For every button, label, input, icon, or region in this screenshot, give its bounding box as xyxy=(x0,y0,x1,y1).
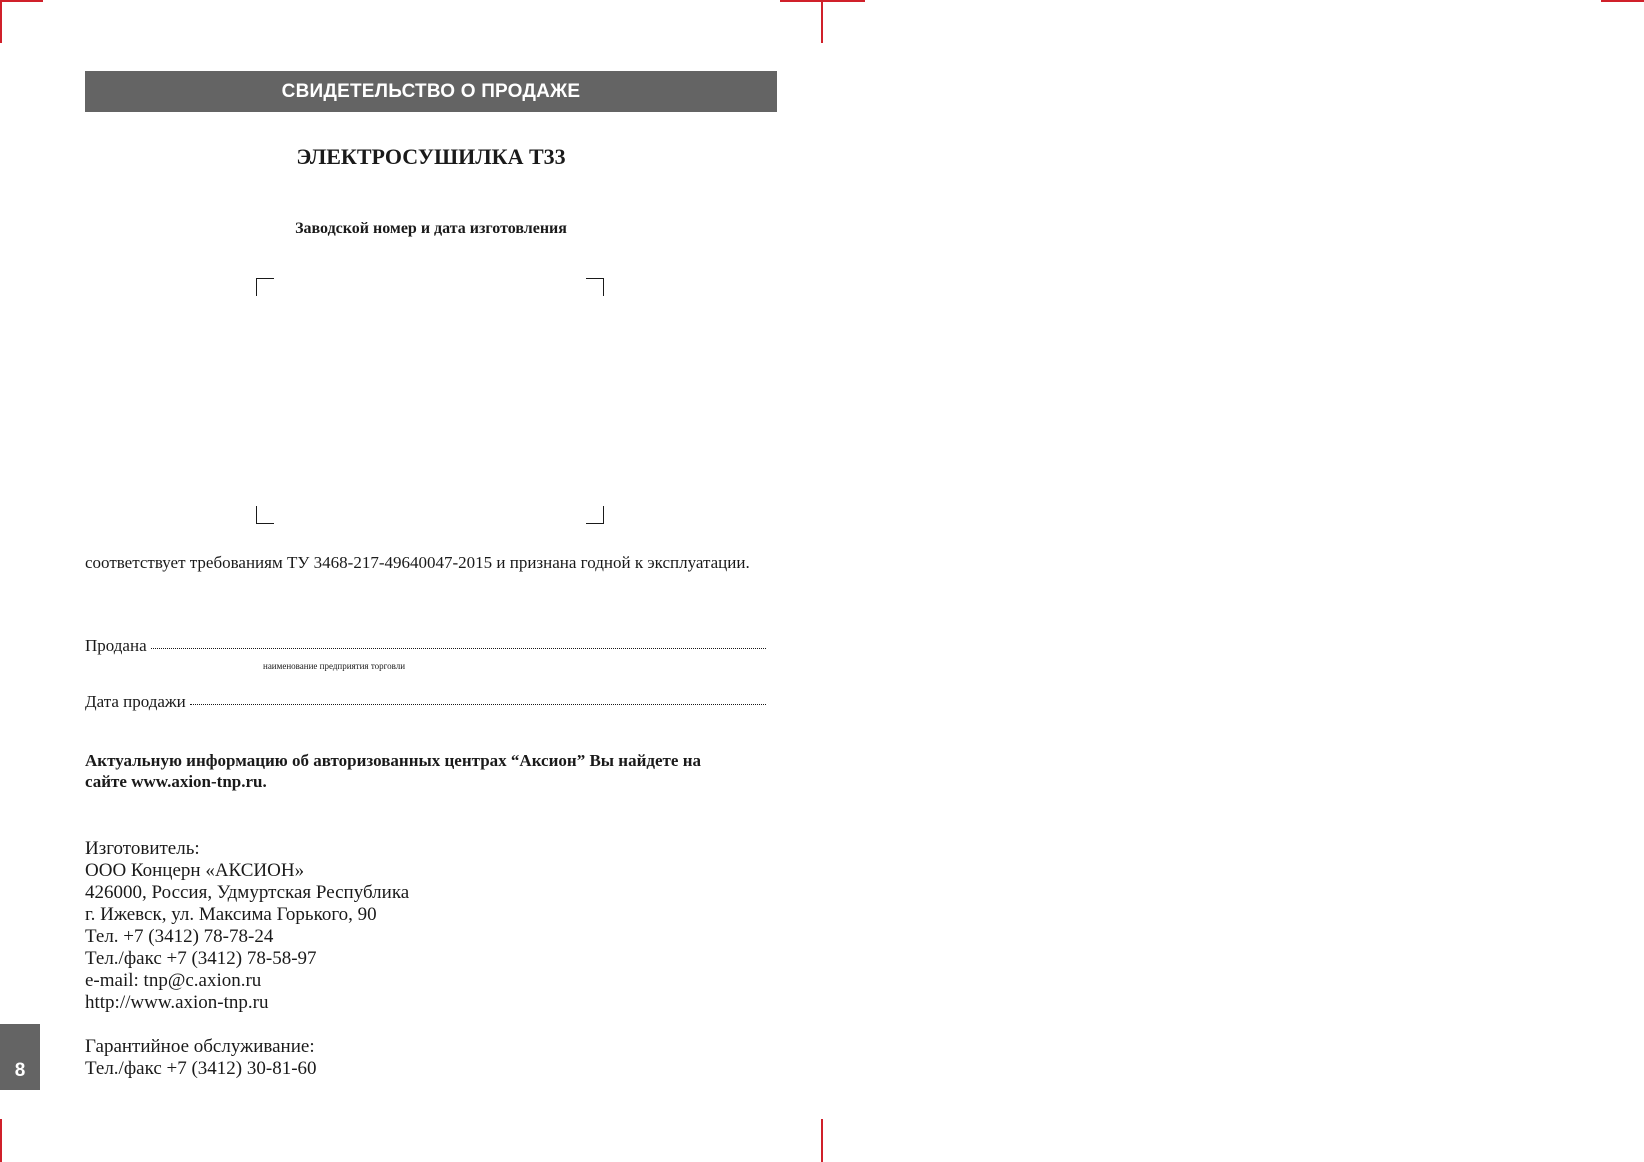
crop-mark-bottom-left xyxy=(0,1119,2,1162)
service-centers-info xyxy=(85,750,775,792)
stamp-corner-bottom-right xyxy=(586,506,604,524)
serial-number-label: Заводской номер и дата изготовления xyxy=(295,220,567,237)
product-title: ЭЛЕКТРОСУШИЛКА Т33 xyxy=(296,144,566,169)
stamp-corner-top-right xyxy=(586,278,604,296)
crop-mark-top-center-v xyxy=(821,0,823,43)
section-title-band: СВИДЕТЕЛЬСТВО О ПРОДАЖЕ xyxy=(85,71,777,112)
info-line: сайте www.axion-tnp.ru. xyxy=(85,772,267,791)
crop-mark-top-right xyxy=(1601,0,1644,2)
warranty-service-phone: Тел./факс +7 (3412) 30-81-60 xyxy=(85,1058,317,1079)
manufacturer-street: г. Ижевск, ул. Максима Горького, 90 xyxy=(85,904,377,925)
manufacturer-email: e-mail: tnp@c.axion.ru xyxy=(85,970,262,991)
stamp-corner-top-left xyxy=(256,278,274,296)
warranty-service-heading: Гарантийное обслуживание: xyxy=(85,1036,315,1057)
page-number: 8 xyxy=(14,1060,26,1081)
manufacturer-phone: Тел. +7 (3412) 78-78-24 xyxy=(85,926,274,947)
sold-by-dotted-line xyxy=(151,647,766,649)
manufacturer-heading: Изготовитель: xyxy=(85,838,200,859)
crop-mark-bottom-center xyxy=(821,1119,823,1162)
sale-date-label: Дата продажи xyxy=(85,692,186,711)
sold-by-hint: наименование предприятия торговли xyxy=(263,661,406,671)
crop-mark-top-left-h xyxy=(0,0,43,2)
manufacturer-name: ООО Концерн «АКСИОН» xyxy=(85,860,305,881)
sold-by-label: Продана xyxy=(85,636,147,655)
stamp-corner-bottom-left xyxy=(256,506,274,524)
conformity-statement: соответствует требованиям ТУ 3468-217-49640047-2015 и признана годной к эксплуатации. xyxy=(85,553,750,572)
page-number-tab xyxy=(0,1024,40,1090)
manufacturer-website: http://www.axion-tnp.ru xyxy=(85,992,269,1013)
sale-date-dotted-line xyxy=(190,703,766,705)
sale-date-field xyxy=(85,692,766,712)
sold-by-field xyxy=(85,636,766,656)
info-line: Актуальную информацию об авторизованных центрах “Аксион” Вы найдете на xyxy=(85,751,701,770)
manufacturer-address: 426000, Россия, Удмуртская Республика xyxy=(85,882,410,903)
manufacturer-fax: Тел./факс +7 (3412) 78-58-97 xyxy=(85,948,317,969)
crop-mark-top-center-h xyxy=(780,0,865,2)
crop-mark-top-left xyxy=(0,0,2,43)
